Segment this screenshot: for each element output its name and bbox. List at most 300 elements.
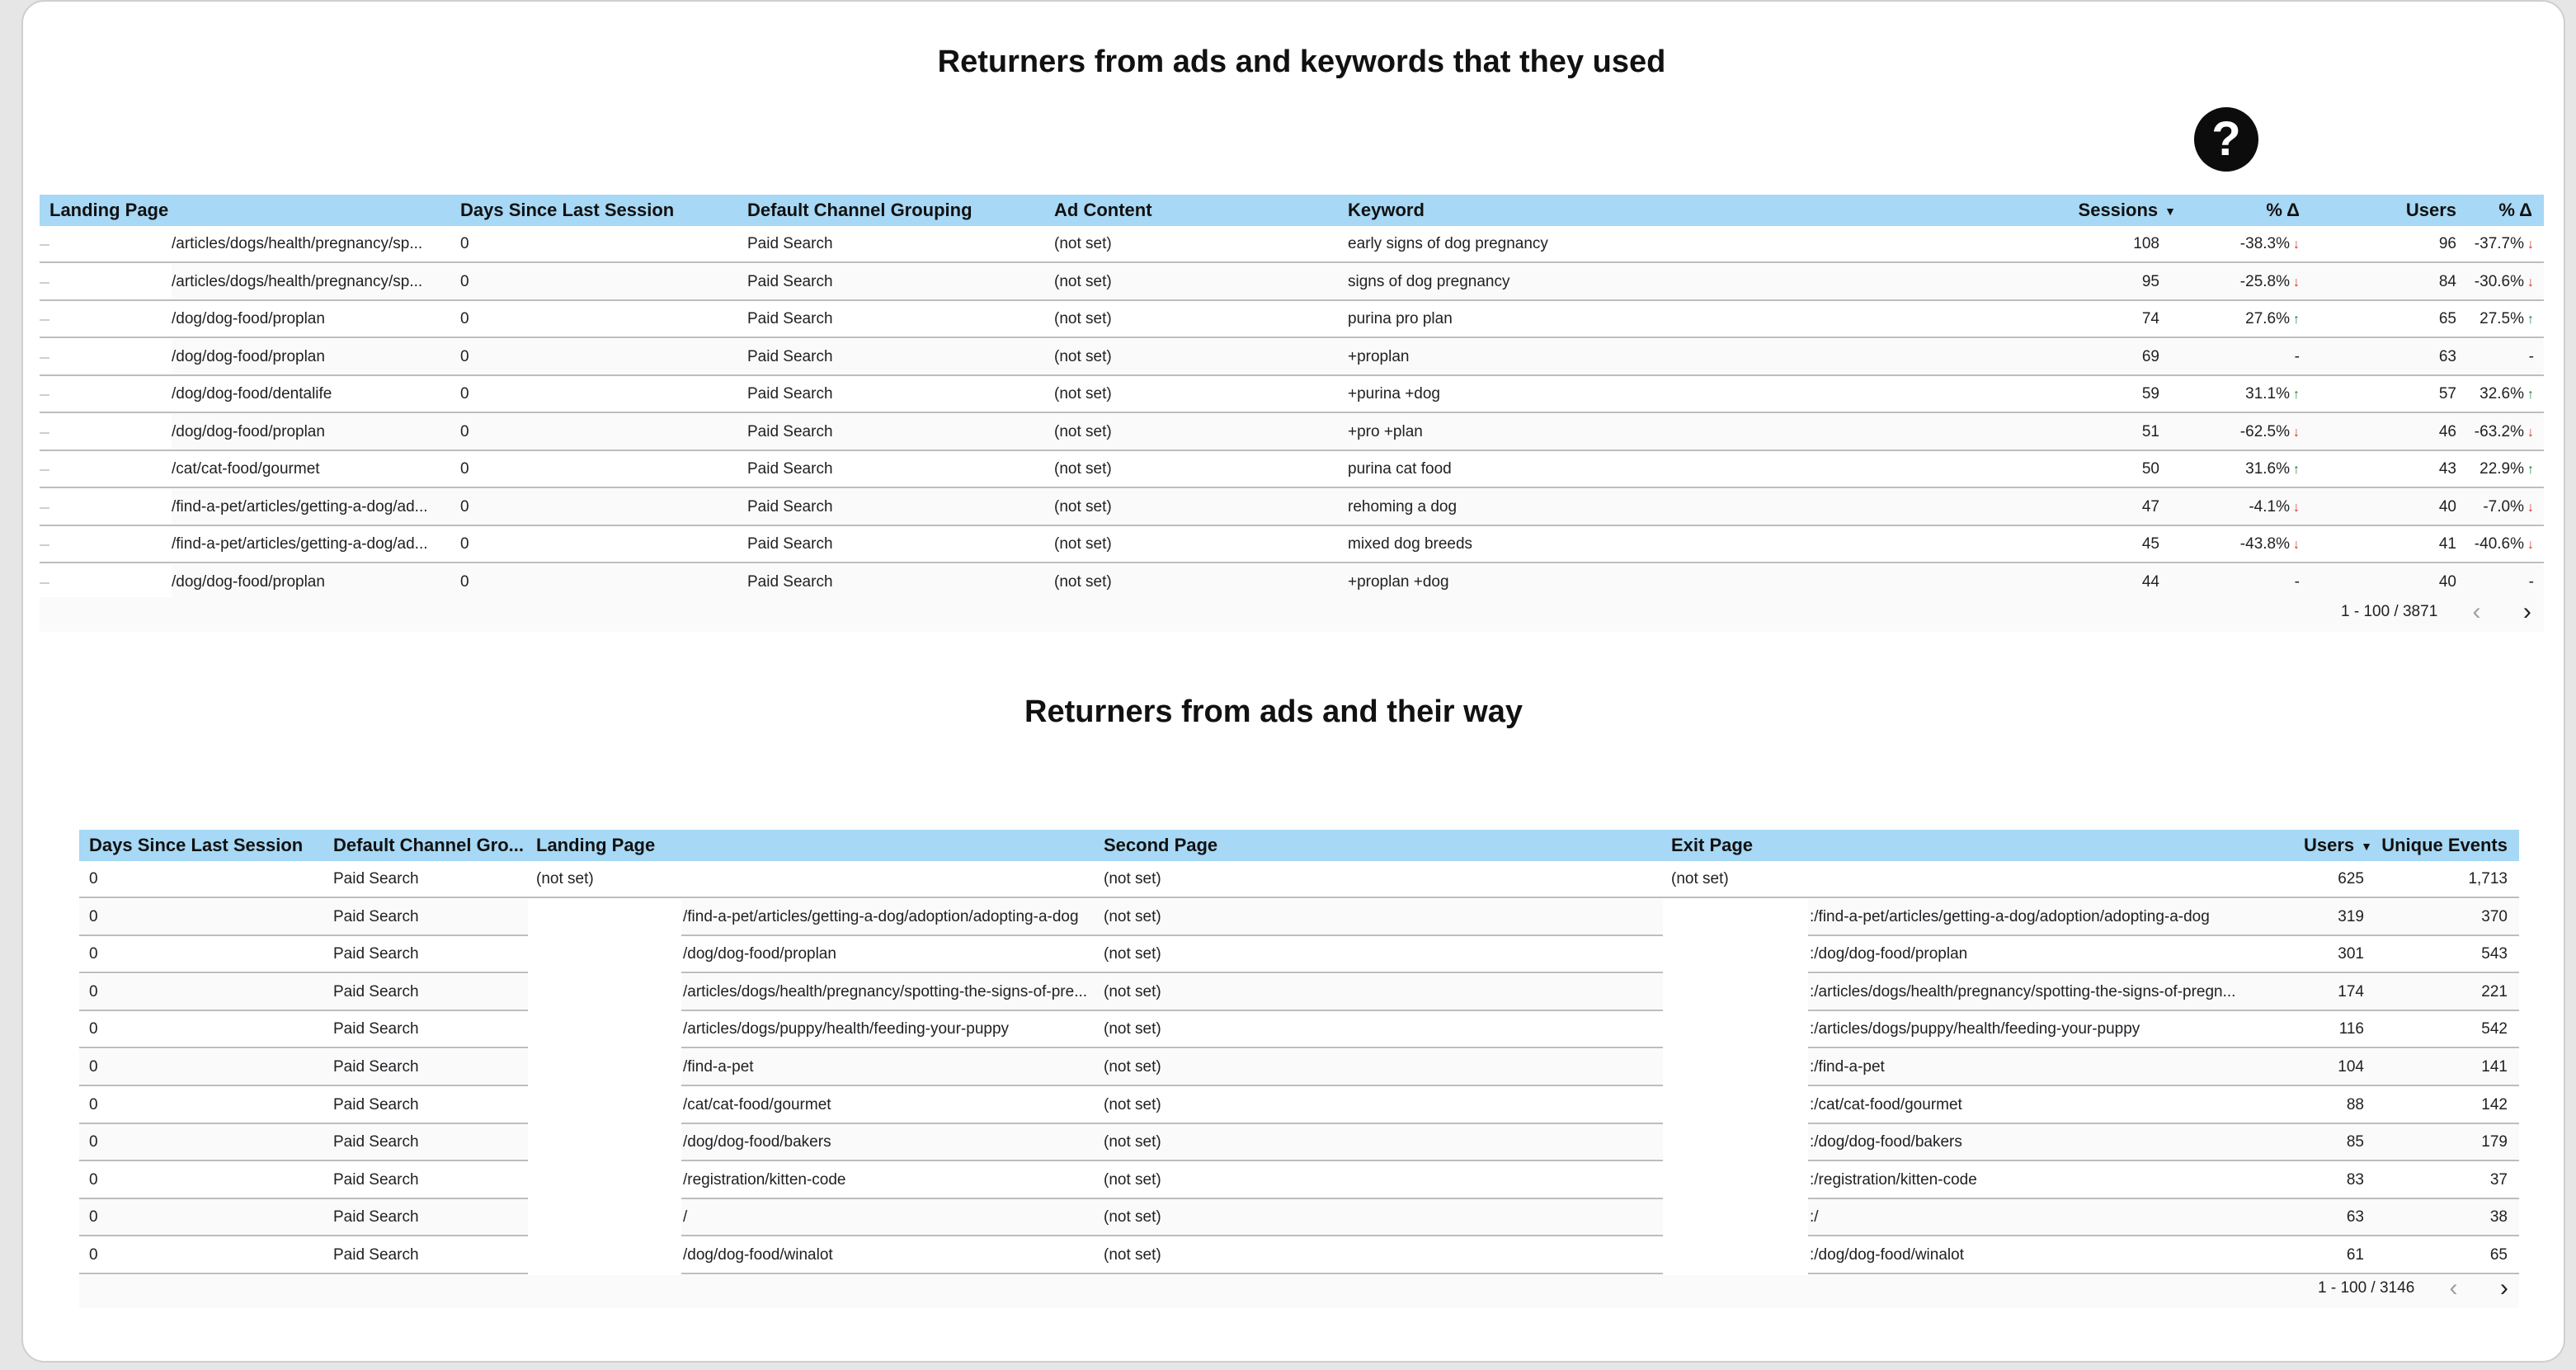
cell-exit-page: :/dog/dog-food/winalot	[1810, 1246, 1964, 1264]
chevron-right-icon[interactable]: ›	[2499, 1274, 2508, 1302]
cell-users: 61	[2346, 1246, 2364, 1264]
cell-ad-content: (not set)	[1054, 235, 1112, 252]
cell-exit-page: :/	[1810, 1208, 1819, 1226]
cell-keyword: purina pro plan	[1348, 310, 1453, 327]
cell-landing-page: /find-a-pet/articles/getting-a-dog/adoption/adopting-a-dog	[683, 907, 1079, 925]
cell-landing-page: /dog/dog-food/proplan	[172, 572, 325, 591]
table-row[interactable]	[79, 899, 2519, 936]
cell-keyword: +proplan	[1348, 347, 1410, 365]
arrow-down-icon: ↓	[2527, 238, 2534, 252]
arrow-up-icon: ↑	[2293, 388, 2300, 402]
landing-page-mask	[40, 339, 172, 374]
cell-landing-page: /dog/dog-food/dentalife	[172, 385, 332, 403]
exit-page-mask	[1663, 1237, 1808, 1276]
delta-value: -	[2294, 572, 2300, 591]
exit-page-mask	[1663, 974, 1808, 1013]
landing-page-mask	[528, 899, 681, 938]
delta-value: -62.5%	[2239, 422, 2290, 440]
cell-sessions: 74	[2141, 310, 2159, 327]
row-tick	[40, 282, 49, 284]
cell-landing-page: /find-a-pet	[683, 1058, 754, 1076]
arrow-up-icon: ↑	[2293, 313, 2300, 327]
cell-users-delta	[2456, 451, 2534, 488]
cell-days-since: 0	[89, 1208, 98, 1226]
arrow-up-icon: ↑	[2527, 463, 2534, 477]
table-row[interactable]	[79, 1087, 2519, 1124]
cell-users-delta	[2456, 339, 2534, 376]
cell-sessions: 108	[2133, 235, 2159, 252]
cell-keyword: rehoming a dog	[1348, 497, 1458, 516]
cell-ad-content: (not set)	[1054, 385, 1112, 403]
cell-exit-page: :/find-a-pet/articles/getting-a-dog/adoption/adopting-a-dog	[1810, 907, 2210, 925]
row-tick	[40, 582, 49, 584]
row-tick	[40, 394, 49, 396]
cell-keyword: +proplan +dog	[1348, 572, 1449, 591]
cell-unique-events: 1,713	[2468, 870, 2508, 887]
cell-landing-page: /dog/dog-food/proplan	[172, 422, 325, 440]
cell-users-delta	[2456, 226, 2534, 263]
cell-users: 319	[2338, 907, 2364, 925]
cell-channel: Paid Search	[747, 347, 833, 365]
cell-exit-page: :/dog/dog-food/proplan	[1810, 945, 1968, 963]
cell-ad-content: (not set)	[1054, 535, 1112, 553]
cell-unique-events: 142	[2481, 1095, 2508, 1113]
delta-value: -30.6%	[2474, 272, 2524, 290]
table-row[interactable]	[40, 264, 2544, 301]
cell-users: 65	[2438, 310, 2456, 327]
cell-users: 57	[2438, 385, 2456, 403]
cell-users: 116	[2338, 1020, 2364, 1038]
arrow-up-icon: ↑	[2527, 313, 2534, 327]
cell-channel: Paid Search	[333, 1133, 419, 1151]
cell-days-since: 0	[89, 1246, 98, 1264]
cell-channel: Paid Search	[333, 1095, 419, 1113]
header-sessions-delta[interactable]: % Δ	[2266, 200, 2300, 220]
cell-landing-page: /articles/dogs/health/pregnancy/spotting-the-signs-of-pre...	[683, 982, 1088, 1000]
cell-days-since: 0	[89, 1095, 98, 1113]
header-days-since[interactable]: Days Since Last Session	[89, 835, 304, 855]
table-row[interactable]	[79, 861, 2519, 898]
chevron-left-icon[interactable]: ‹	[2449, 1274, 2458, 1302]
cell-channel: Paid Search	[747, 422, 833, 440]
cell-days-since: 0	[460, 422, 469, 440]
cell-landing-page: /find-a-pet/articles/getting-a-dog/ad...	[172, 535, 428, 553]
landing-page-mask	[40, 414, 172, 450]
header-channel[interactable]: Default Channel Grouping	[747, 200, 972, 220]
landing-page-mask	[528, 974, 681, 1013]
table-row[interactable]	[40, 339, 2544, 376]
cell-landing-page: /articles/dogs/health/pregnancy/sp...	[172, 235, 423, 252]
delta-value: -	[2528, 347, 2534, 365]
cell-sessions-delta	[2184, 564, 2300, 601]
cell-users: 84	[2438, 272, 2456, 290]
table-row[interactable]	[40, 376, 2544, 413]
header-keyword[interactable]: Keyword	[1348, 200, 1425, 220]
table-footer	[79, 1275, 2519, 1308]
report1-title: Returners from ads and keywords that they used	[937, 45, 1666, 79]
landing-page-mask	[528, 1237, 681, 1276]
delta-value: 27.5%	[2479, 310, 2524, 327]
cell-landing-page: /cat/cat-food/gourmet	[172, 460, 320, 478]
cell-users-delta	[2456, 376, 2534, 413]
cell-users-delta	[2456, 414, 2534, 451]
cell-unique-events: 38	[2489, 1208, 2508, 1226]
table-row[interactable]	[40, 451, 2544, 488]
header-users[interactable]: Users	[2405, 200, 2456, 220]
cell-days-since: 0	[89, 1058, 98, 1076]
table-header	[79, 830, 2519, 861]
cell-users-delta	[2456, 489, 2534, 526]
delta-value: -7.0%	[2483, 497, 2524, 516]
cell-users-delta	[2456, 264, 2534, 301]
cell-days-since: 0	[460, 272, 469, 290]
table-header	[40, 195, 2544, 226]
delta-value: 31.6%	[2245, 460, 2290, 478]
arrow-down-icon: ↓	[2293, 425, 2300, 440]
cell-channel: Paid Search	[747, 497, 833, 516]
delta-value: -63.2%	[2474, 422, 2524, 440]
delta-value: -37.7%	[2474, 235, 2524, 252]
landing-page-mask	[40, 376, 172, 412]
cell-ad-content: (not set)	[1054, 310, 1112, 327]
exit-page-mask	[1663, 1049, 1808, 1088]
arrow-down-icon: ↓	[2293, 275, 2300, 290]
delta-value: -38.3%	[2239, 235, 2290, 252]
cell-users: 96	[2438, 235, 2456, 252]
header-ad-content[interactable]: Ad Content	[1054, 200, 1152, 220]
cell-second-page: (not set)	[1104, 870, 1161, 887]
chevron-left-icon[interactable]: ‹	[2472, 598, 2481, 625]
table-row[interactable]	[79, 1162, 2519, 1199]
cell-users: 85	[2346, 1133, 2364, 1151]
cell-second-page: (not set)	[1104, 945, 1161, 963]
arrow-up-icon: ↑	[2293, 463, 2300, 477]
landing-page-mask	[528, 1087, 681, 1126]
table-row[interactable]	[79, 1237, 2519, 1274]
cell-sessions: 45	[2141, 535, 2159, 553]
cell-unique-events: 141	[2481, 1058, 2508, 1076]
arrow-down-icon: ↓	[2293, 538, 2300, 552]
keywords-table	[40, 195, 2544, 632]
arrow-down-icon: ↓	[2293, 238, 2300, 252]
cell-days-since: 0	[89, 1020, 98, 1038]
cell-users: 63	[2438, 347, 2456, 365]
table-row[interactable]	[40, 301, 2544, 338]
arrow-down-icon: ↓	[2527, 275, 2534, 290]
header-users-label: Users	[2303, 835, 2355, 855]
landing-page-mask	[40, 564, 172, 600]
header-sessions[interactable]	[2003, 195, 2176, 226]
cell-channel: Paid Search	[333, 870, 419, 887]
cell-days-since: 0	[89, 870, 98, 887]
arrow-down-icon: ↓	[2527, 425, 2534, 440]
cell-sessions-delta	[2184, 226, 2300, 263]
cell-second-page: (not set)	[1104, 1170, 1161, 1189]
landing-page-mask	[528, 1199, 681, 1238]
cell-exit-page: :/find-a-pet	[1810, 1058, 1885, 1076]
header-second-page[interactable]: Second Page	[1104, 835, 1218, 855]
cell-channel: Paid Search	[333, 1246, 419, 1264]
cell-second-page: (not set)	[1104, 1133, 1161, 1151]
table-row[interactable]	[79, 974, 2519, 1011]
row-tick	[40, 319, 49, 321]
sort-descending-icon[interactable]: ▼	[2361, 840, 2372, 854]
cell-unique-events: 65	[2489, 1246, 2508, 1264]
cell-exit-page: :/dog/dog-food/bakers	[1810, 1133, 1962, 1151]
cell-users: 43	[2438, 460, 2456, 478]
chevron-right-icon[interactable]: ›	[2522, 598, 2531, 625]
sort-descending-icon[interactable]: ▼	[2164, 205, 2176, 219]
arrow-down-icon: ↓	[2293, 500, 2300, 515]
table-row[interactable]	[40, 414, 2544, 451]
cell-sessions-delta	[2184, 526, 2300, 563]
cell-second-page: (not set)	[1104, 1020, 1161, 1038]
cell-channel: Paid Search	[747, 535, 833, 553]
cell-sessions: 69	[2141, 347, 2159, 365]
landing-page-mask	[40, 226, 172, 261]
cell-days-since: 0	[89, 982, 98, 1000]
header-days-since[interactable]: Days Since Last Session	[460, 200, 675, 220]
delta-value: -40.6%	[2474, 535, 2524, 553]
cell-second-page: (not set)	[1104, 907, 1161, 925]
table-row[interactable]	[79, 1049, 2519, 1086]
cell-sessions: 59	[2141, 385, 2159, 403]
delta-value: 32.6%	[2479, 385, 2524, 403]
cell-channel: Paid Search	[747, 460, 833, 478]
table-footer	[40, 597, 2544, 632]
cell-users: 63	[2346, 1208, 2364, 1226]
cell-exit-page: :/articles/dogs/puppy/health/feeding-your-puppy	[1810, 1020, 2140, 1038]
cell-landing-page: /find-a-pet/articles/getting-a-dog/ad...	[172, 497, 428, 516]
cell-landing-page: (not set)	[536, 870, 594, 887]
pagination-count: 1 - 100 / 3871	[2341, 603, 2438, 620]
cell-channel: Paid Search	[333, 1020, 419, 1038]
cell-landing-page: /	[683, 1208, 688, 1226]
cell-users: 83	[2346, 1170, 2364, 1189]
cell-ad-content: (not set)	[1054, 497, 1112, 516]
cell-days-since: 0	[89, 1170, 98, 1189]
row-tick	[40, 357, 49, 359]
exit-page-mask	[1663, 1124, 1808, 1163]
report1-pagination	[2341, 596, 2544, 629]
cell-days-since: 0	[460, 535, 469, 553]
report2-title: Returners from ads and their way	[1024, 694, 1523, 729]
cell-channel: Paid Search	[333, 945, 419, 963]
header-users-delta[interactable]: % Δ	[2498, 200, 2532, 220]
cell-days-since: 0	[89, 1133, 98, 1151]
delta-value: 27.6%	[2245, 310, 2290, 327]
table-row[interactable]	[40, 526, 2544, 563]
cell-sessions: 50	[2141, 460, 2159, 478]
cell-sessions-delta	[2184, 489, 2300, 526]
cell-landing-page: /dog/dog-food/bakers	[683, 1133, 831, 1151]
pagination-count: 1 - 100 / 3146	[2318, 1279, 2415, 1297]
row-tick	[40, 432, 49, 434]
cell-users: 41	[2438, 535, 2456, 553]
header-landing-page[interactable]: Landing Page	[49, 200, 169, 220]
delta-value: -43.8%	[2239, 535, 2290, 553]
header-exit-page[interactable]: Exit Page	[1671, 835, 1754, 855]
table-row[interactable]	[40, 564, 2544, 601]
row-tick	[40, 244, 49, 246]
cell-channel: Paid Search	[747, 235, 833, 252]
table-row[interactable]	[40, 489, 2544, 526]
cell-users-delta	[2456, 526, 2534, 563]
cell-users-delta	[2456, 301, 2534, 338]
cell-sessions: 51	[2141, 422, 2159, 440]
cell-sessions-delta	[2184, 264, 2300, 301]
cell-ad-content: (not set)	[1054, 422, 1112, 440]
table-row[interactable]	[79, 936, 2519, 973]
landing-page-mask	[40, 526, 172, 562]
cell-channel: Paid Search	[333, 1208, 419, 1226]
cell-days-since: 0	[460, 347, 469, 365]
table-row[interactable]	[79, 1124, 2519, 1161]
landing-page-mask	[40, 301, 172, 337]
delta-value: -25.8%	[2239, 272, 2290, 290]
cell-ad-content: (not set)	[1054, 572, 1112, 591]
arrow-up-icon: ↑	[2527, 388, 2534, 402]
cell-sessions: 47	[2141, 497, 2159, 516]
cell-channel: Paid Search	[747, 310, 833, 327]
cell-days-since: 0	[460, 235, 469, 252]
cell-keyword: +purina +dog	[1348, 385, 1440, 403]
cell-keyword: mixed dog breeds	[1348, 535, 1473, 553]
cell-sessions-delta	[2184, 339, 2300, 376]
cell-sessions: 95	[2141, 272, 2159, 290]
cell-channel: Paid Search	[747, 385, 833, 403]
cell-landing-page: /dog/dog-food/proplan	[172, 310, 325, 327]
cell-channel: Paid Search	[747, 572, 833, 591]
cell-second-page: (not set)	[1104, 1246, 1161, 1264]
cell-days-since: 0	[460, 310, 469, 327]
arrow-down-icon: ↓	[2527, 500, 2534, 515]
exit-page-mask	[1663, 936, 1808, 975]
cell-unique-events: 542	[2481, 1020, 2508, 1038]
cell-ad-content: (not set)	[1054, 272, 1112, 290]
cell-users: 104	[2338, 1058, 2364, 1076]
cell-users: 88	[2346, 1095, 2364, 1113]
header-channel[interactable]: Default Channel Gro...	[333, 835, 525, 855]
delta-value: -4.1%	[2249, 497, 2290, 516]
cell-channel: Paid Search	[333, 982, 419, 1000]
exit-page-mask	[1663, 1162, 1808, 1201]
cell-second-page: (not set)	[1104, 1208, 1161, 1226]
landing-page-mask	[40, 451, 172, 487]
table-row[interactable]	[79, 1011, 2519, 1048]
delta-value: -	[2528, 572, 2534, 591]
row-tick	[40, 469, 49, 471]
cell-channel: Paid Search	[333, 1170, 419, 1189]
exit-page-mask	[1663, 899, 1808, 938]
cell-unique-events: 221	[2481, 982, 2508, 1000]
landing-page-mask	[528, 1049, 681, 1088]
landing-page-mask	[528, 1011, 681, 1050]
table-row[interactable]	[40, 226, 2544, 263]
delta-value: -	[2294, 347, 2300, 365]
cell-landing-page: /cat/cat-food/gourmet	[683, 1095, 831, 1113]
landing-page-mask	[40, 489, 172, 525]
cell-days-since: 0	[89, 945, 98, 963]
cell-second-page: (not set)	[1104, 1058, 1161, 1076]
cell-landing-page: /registration/kitten-code	[683, 1170, 846, 1189]
cell-exit-page: :/cat/cat-food/gourmet	[1810, 1095, 1962, 1113]
cell-keyword: early signs of dog pregnancy	[1348, 235, 1548, 252]
cell-days-since: 0	[460, 497, 469, 516]
cell-second-page: (not set)	[1104, 982, 1161, 1000]
cell-exit-page: :/articles/dogs/health/pregnancy/spotting-the-signs-of-pregn...	[1810, 982, 2236, 1000]
cell-unique-events: 543	[2481, 945, 2508, 963]
exit-page-mask	[1663, 1199, 1808, 1238]
cell-keyword: purina cat food	[1348, 460, 1452, 478]
cell-keyword: +pro +plan	[1348, 422, 1423, 440]
cell-sessions: 44	[2141, 572, 2159, 591]
cell-channel: Paid Search	[747, 272, 833, 290]
header-users[interactable]	[2257, 830, 2372, 861]
cell-exit-page: (not set)	[1671, 870, 1729, 887]
header-sessions-label: Sessions	[2078, 200, 2159, 220]
cell-days-since: 0	[460, 572, 469, 591]
landing-page-mask	[528, 1124, 681, 1163]
cell-sessions-delta	[2184, 414, 2300, 451]
cell-ad-content: (not set)	[1054, 347, 1112, 365]
cell-unique-events: 370	[2481, 907, 2508, 925]
cell-users: 40	[2438, 497, 2456, 516]
help-icon[interactable]: ?	[2194, 107, 2258, 172]
cell-channel: Paid Search	[333, 907, 419, 925]
cell-landing-page: /articles/dogs/health/pregnancy/sp...	[172, 272, 423, 290]
cell-days-since: 0	[460, 460, 469, 478]
cell-second-page: (not set)	[1104, 1095, 1161, 1113]
header-unique-events[interactable]: Unique Events	[2381, 835, 2508, 855]
cell-users: 40	[2438, 572, 2456, 591]
report2-pagination	[2318, 1272, 2521, 1305]
delta-value: 22.9%	[2479, 460, 2524, 478]
arrow-down-icon: ↓	[2527, 538, 2534, 552]
header-landing-page[interactable]: Landing Page	[536, 835, 656, 855]
landing-page-mask	[528, 1162, 681, 1201]
cell-landing-page: /dog/dog-food/proplan	[172, 347, 325, 365]
table-row[interactable]	[79, 1199, 2519, 1236]
cell-exit-page: :/registration/kitten-code	[1810, 1170, 1977, 1189]
cell-users: 625	[2338, 870, 2364, 887]
landing-page-mask	[528, 936, 681, 975]
cell-sessions-delta	[2184, 451, 2300, 488]
cell-landing-page: /dog/dog-food/winalot	[683, 1246, 833, 1264]
landing-page-mask	[40, 264, 172, 299]
cell-unique-events: 37	[2489, 1170, 2508, 1189]
cell-keyword: signs of dog pregnancy	[1348, 272, 1510, 290]
cell-landing-page: /articles/dogs/puppy/health/feeding-your-puppy	[683, 1020, 1010, 1038]
cell-users: 46	[2438, 422, 2456, 440]
cell-users: 174	[2338, 982, 2364, 1000]
report-page	[21, 0, 2565, 1363]
cell-days-since: 0	[89, 907, 98, 925]
exit-page-mask	[1663, 1087, 1808, 1126]
row-tick	[40, 507, 49, 509]
cell-users: 301	[2338, 945, 2364, 963]
cell-sessions-delta	[2184, 376, 2300, 413]
cell-days-since: 0	[460, 385, 469, 403]
cell-unique-events: 179	[2481, 1133, 2508, 1151]
cell-channel: Paid Search	[333, 1058, 419, 1076]
cell-sessions-delta	[2184, 301, 2300, 338]
row-tick	[40, 544, 49, 546]
cell-ad-content: (not set)	[1054, 460, 1112, 478]
delta-value: 31.1%	[2245, 385, 2290, 403]
paths-table	[79, 830, 2519, 1308]
cell-landing-page: /dog/dog-food/proplan	[683, 945, 836, 963]
